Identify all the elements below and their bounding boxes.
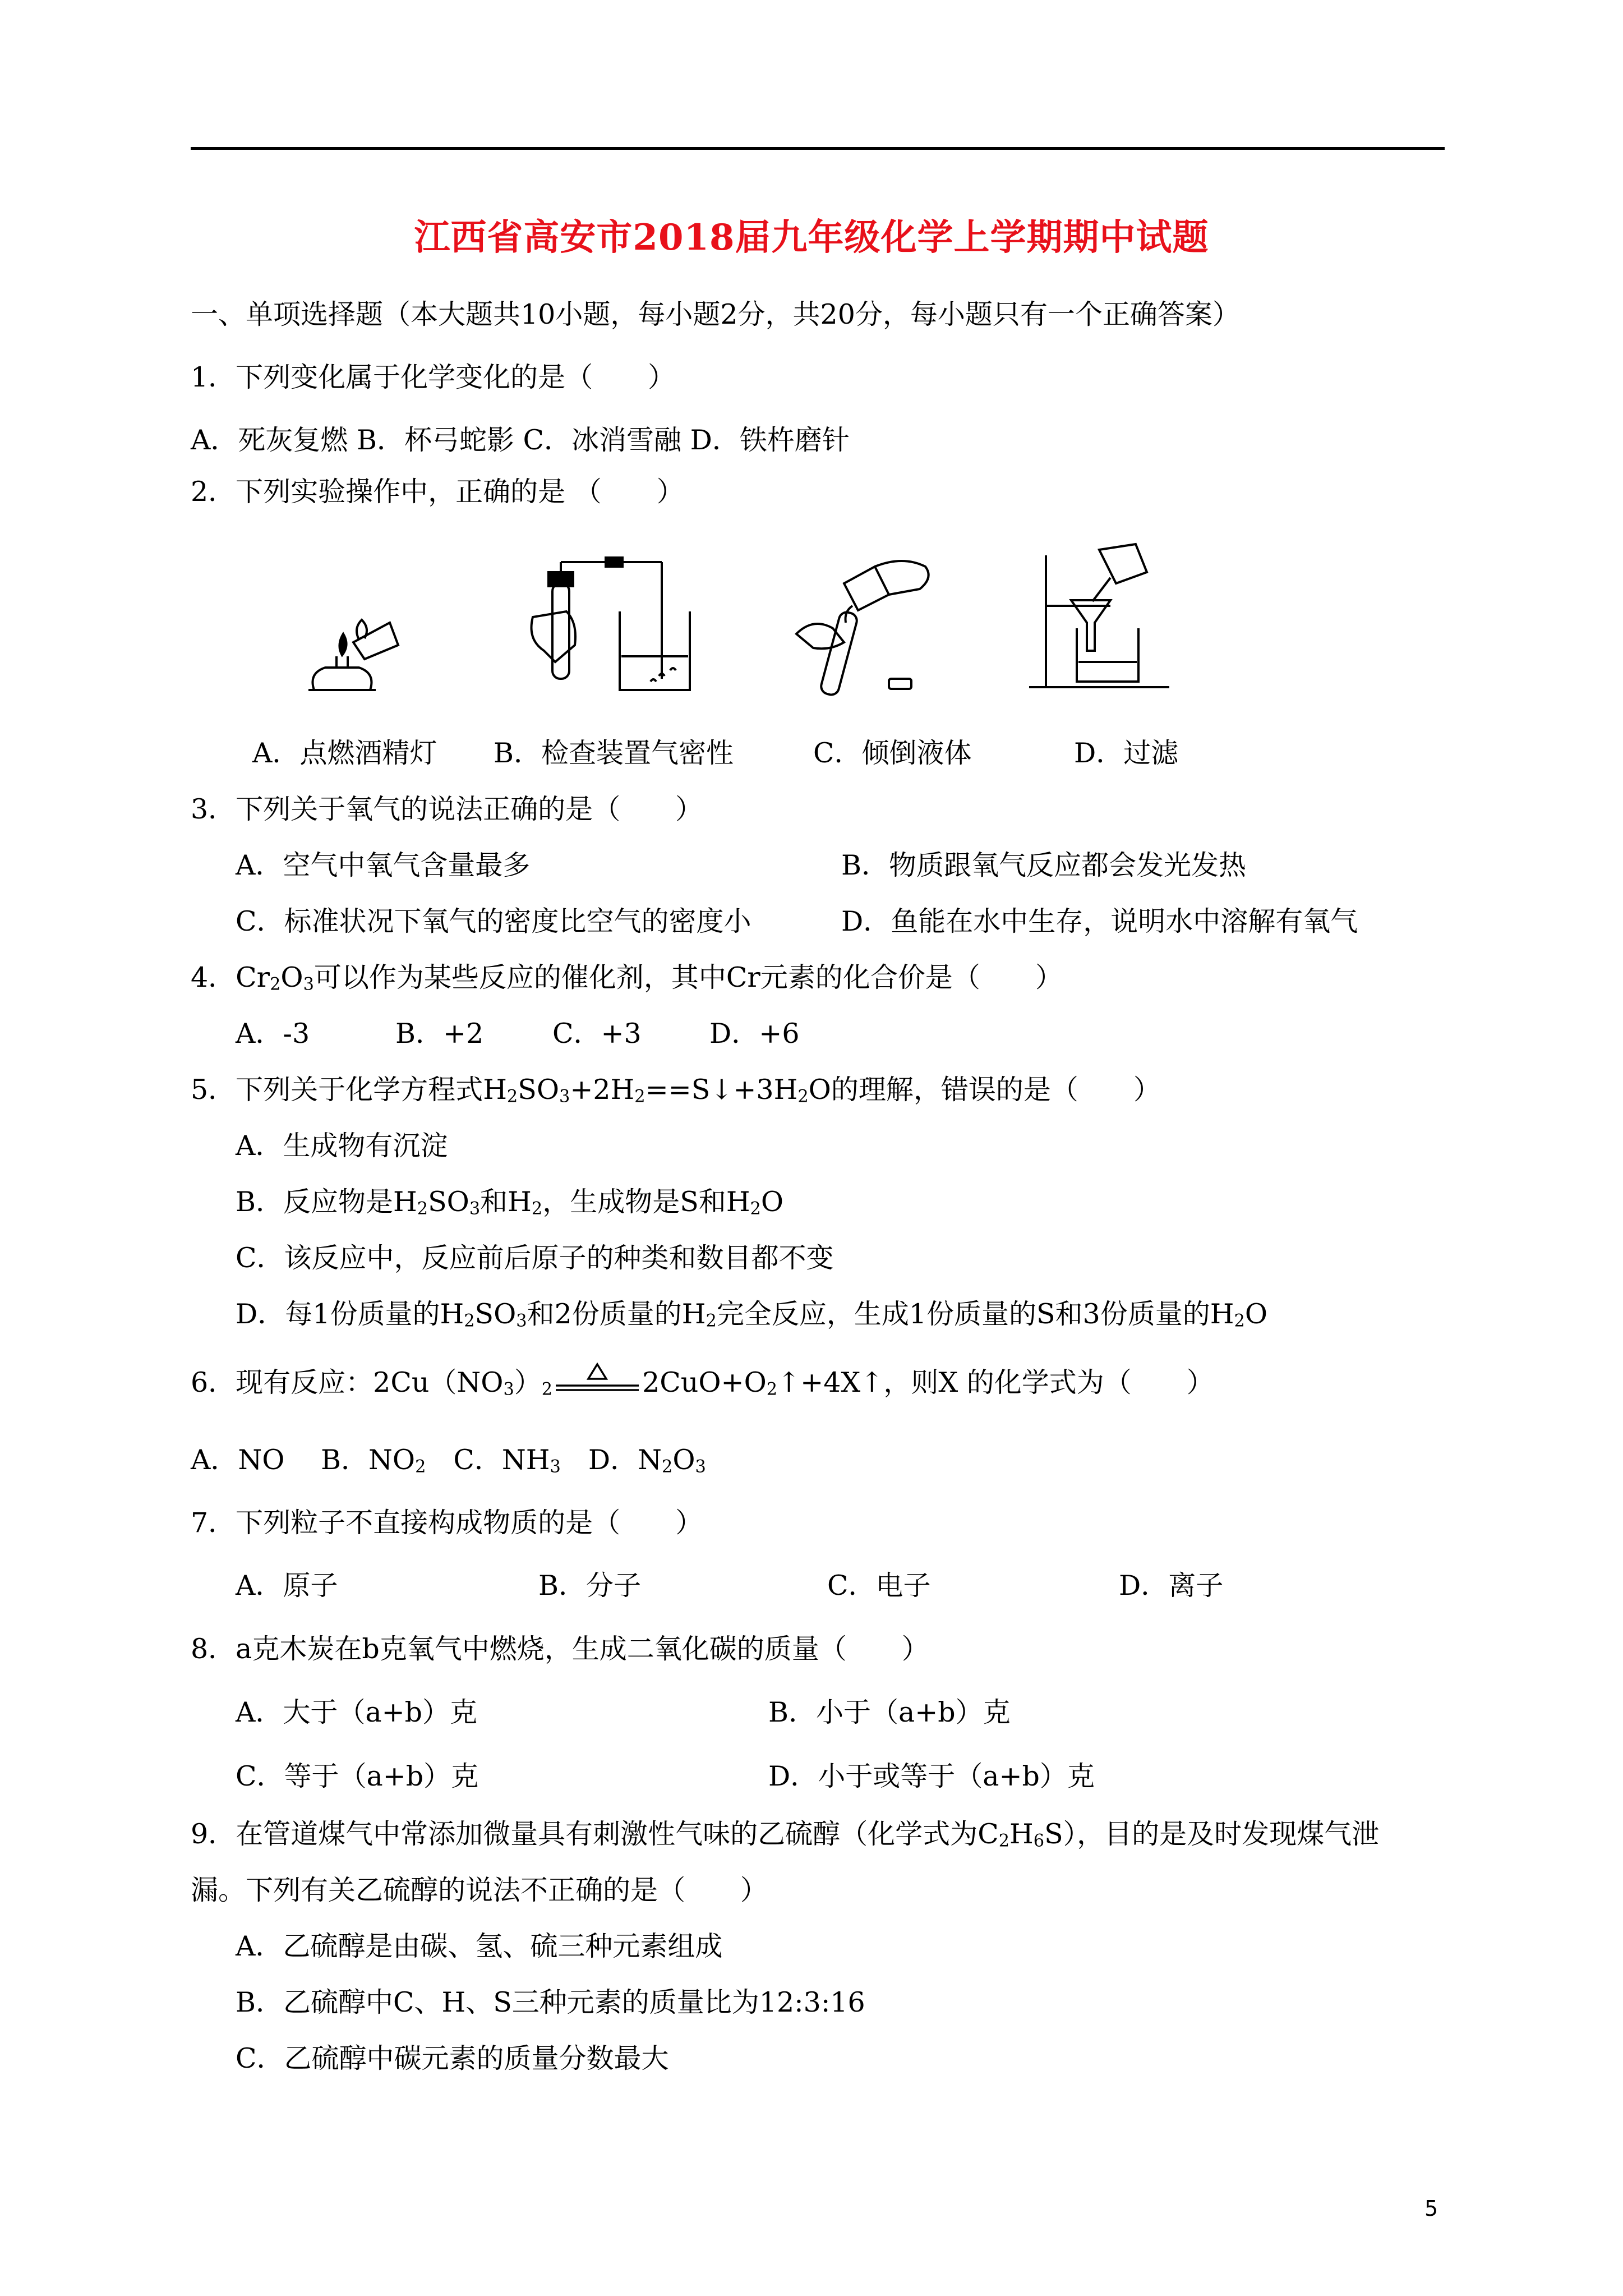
q1-options: A．死灰复燃 B．杯弓蛇影 C．冰消雪融 D．铁杵磨针 — [191, 424, 850, 456]
page-number: 5 — [1424, 2196, 1438, 2221]
q9-option-c: C．乙硫醇中碳元素的质量分数最大 — [236, 2042, 669, 2074]
q8-option-d: D．小于或等于（a+b）克 — [768, 1760, 1095, 1792]
q5-stem: 5．下列关于化学方程式$H_2SO_3+2H_2==S↓+3H_2O$的理解，错误的是（ ） — [191, 1074, 1161, 1107]
q2-stem: 2．下列实验操作中，正确的是 （ ） — [191, 476, 684, 508]
alcohol-lamp-icon — [292, 589, 404, 701]
q7-option-d: D．离子 — [1119, 1570, 1224, 1602]
pour-liquid-icon — [791, 544, 942, 707]
q2-caption-b: B．检查装置气密性 — [494, 737, 734, 769]
q8-option-c: C．等于（a+b）克 — [236, 1760, 479, 1792]
q3-option-d: D．鱼能在水中生存，说明水中溶解有氧气 — [841, 905, 1358, 937]
q9-option-a: A．乙硫醇是由碳、氢、硫三种元素组成 — [236, 1930, 723, 1962]
q2-caption-c: C．倾倒液体 — [813, 737, 972, 769]
q3-option-c: C．标准状况下氧气的密度比空气的密度小 — [236, 905, 751, 937]
q6-stem: 6．现有反应：$2Cu(NO_3)_2$ $2CuO+O_2↑+4X↑$，则X 的化学式为（ ） — [191, 1369, 1214, 1398]
q5-option-a: A．生成物有沉淀 — [236, 1130, 448, 1162]
q4-stem: 4．$Cr_2O_3$可以作为某些反应的催化剂，其中Cr元素的化合价是（ ） — [191, 961, 1063, 995]
pour-liquid-figure — [791, 544, 942, 707]
q4-option-b: B．+2 — [395, 1018, 484, 1050]
q2-caption-d: D．过滤 — [1074, 737, 1179, 769]
filtration-icon — [1026, 539, 1172, 698]
q3-option-b: B．物质跟氧气反应都会发光发热 — [841, 849, 1247, 881]
q5-option-c: C．该反应中，反应前后原子的种类和数目都不变 — [236, 1242, 834, 1274]
q9-stem-line2: 漏。下列有关乙硫醇的说法不正确的是（ ） — [191, 1874, 768, 1906]
airtightness-check-icon — [522, 550, 707, 701]
q8-option-b: B．小于（a+b）克 — [768, 1696, 1011, 1728]
q4-option-c: C．+3 — [552, 1018, 642, 1050]
q4-option-d: D．+6 — [709, 1018, 800, 1050]
q3-stem: 3．下列关于氧气的说法正确的是（ ） — [191, 793, 703, 825]
q6-options: A．NO B．$NO_2$ C．$NH_3$ D．$N_2O_3$ — [191, 1444, 706, 1477]
q5-option-b: B．反应物是$H_2SO_3$和$H_2$，生成物是S和$H_2O$ — [236, 1186, 784, 1219]
q7-option-a: A．原子 — [236, 1570, 338, 1602]
page-title: 江西省高安市2018届九年级化学上学期期中试题 — [414, 217, 1209, 259]
q9-stem-line1: 9．在管道煤气中常添加微量具有刺激性气味的乙硫醇（化学式为$C_2H_6S$），目的是及时发现煤气泄 — [191, 1818, 1380, 1851]
q3-option-a: A．空气中氧气含量最多 — [236, 849, 531, 881]
q8-stem: 8．a克木炭在b克氧气中燃烧，生成二氧化碳的质量（ ） — [191, 1633, 929, 1665]
q7-option-b: B．分子 — [538, 1570, 642, 1602]
filtration-figure — [1026, 539, 1172, 698]
q1-stem: 1．下列变化属于化学变化的是（ ） — [191, 361, 676, 393]
q8-option-a: A．大于（a+b）克 — [236, 1696, 478, 1728]
alcohol-lamp-figure — [292, 589, 404, 701]
q4-option-a: A．-3 — [236, 1018, 310, 1050]
airtightness-figure — [522, 550, 707, 701]
q7-stem: 7．下列粒子不直接构成物质的是（ ） — [191, 1507, 703, 1539]
header-rule — [191, 147, 1445, 150]
heat-condition-symbol — [552, 1371, 642, 1398]
q7-option-c: C．电子 — [827, 1570, 931, 1602]
section-heading: 一、单项选择题（本大题共10小题，每小题2分，共20分，每小题只有一个正确答案） — [191, 298, 1240, 330]
q9-option-b: B．乙硫醇中C、H、S三种元素的质量比为12:3:16 — [236, 1986, 865, 2018]
q5-option-d: D．每1份质量的$H_2SO_3$和2份质量的$H_2$完全反应，生成1份质量的S和3份质量的$H_2O$ — [236, 1298, 1268, 1331]
q2-caption-a: A．点燃酒精灯 — [252, 737, 437, 769]
